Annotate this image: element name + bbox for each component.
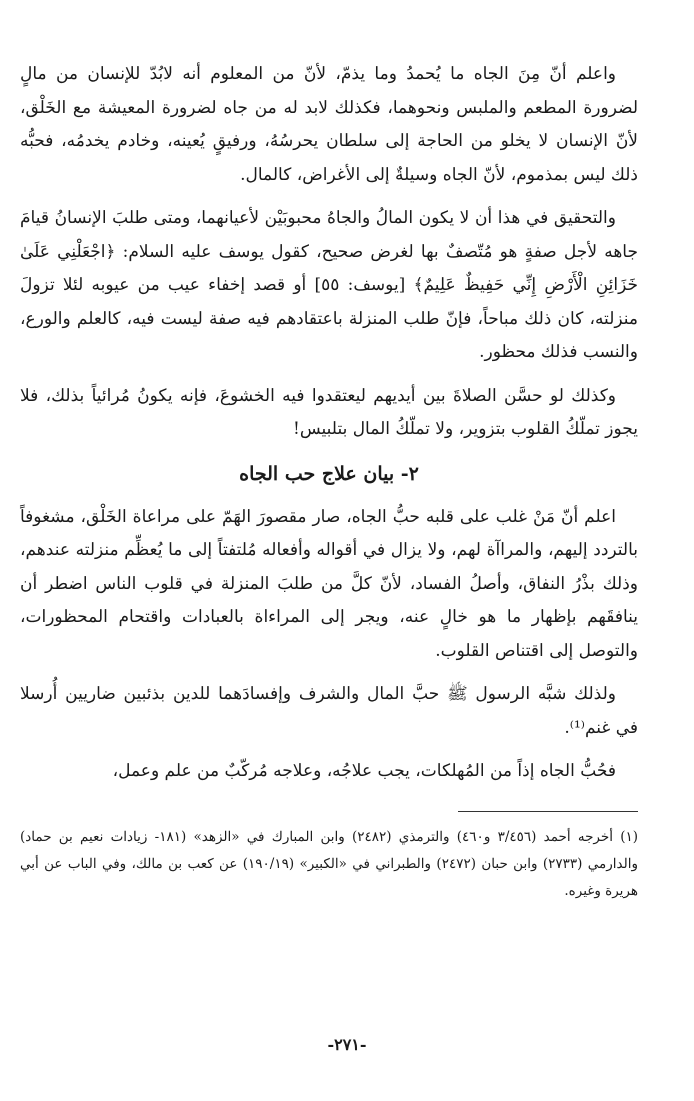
- paragraph-4: اعلم أنّ مَنْ غلب على قلبه حبُّ الجاه، صار مقصورَ الهَمّ على مراعاة الخَلْق، مشغوفاً بالتردد إليهم، والمراآة لهم، ولا يزال في أقواله وأفعاله مُلتفتاً إلى ما يُعظِّم منزلته عندهم، وذلك بذْرُ النفاق، وأصلُ الفساد، لأنّ كلَّ من طلبَ المنزلة في قلوب الناس اضطر أن ينافقَهم بإظهار ما هو خالٍ عنه، ويجر إلى المراءاة بالعبادات واقتحام المحظورات، والتوصل إلى اقتناص القلوب.: [20, 506, 638, 661]
- paragraph-2: والتحقيق في هذا أن لا يكون المالُ والجاهُ محبوبَيْن لأعيانهما، ومتى طلبَ الإنسانُ قيامَ جاهه لأجل صفةٍ هو مُتّصفٌ بها لغرض صحيح، كقول يوسف عليه السلام: ﴿اجْعَلْنِي عَلَىٰ خَزَائِنِ الْأَرْضِ إِنِّي حَفِيظٌ عَلِيمٌ﴾ [يوسف: ٥٥] أو قصد إخفاء عيب من عيوبه لئلا تزولَ منزلته، كان ذلك مباحاً، فإنّ طلب المنزلة باعتقادهم فيه صفة ليست فيه، كالعلم والورع، والنسب فذلك محظور.: [20, 208, 639, 362]
- footnote-divider: [458, 811, 638, 812]
- paragraph-1: واعلم أنّ مِنَ الجاه ما يُحمدُ وما يذمّ، لأنّ من المعلوم أنه لابُدّ للإنسان من مالٍ لضرورة المطعم والملبس ونحوهما، فكذلك لابد له من جاه لضرورة المعيشة مع الخَلْق، لأنّ الإنسان لا يخلو من الحاجة إلى سلطان يحرسُهُ، ورفيقٍ يُعينه، وخادم يخدمُه، فحبُّه ذلك ليس بمذموم، لأنّ الجاه وسيلةٌ إلى الأغراض، كالمال.: [20, 64, 638, 185]
- footnote: (١) أخرجه أحمد (٣/٤٥٦ و٤٦٠) والترمذي (٢٤٨٢) وابن المبارك في «الزهد» (١٨١- زيادات نعيم بن حماد) والدارمي (٢٧٣٣) وابن حبان (٢٤٧٢) والطبراني في «الكبير» (١٩٠/١٩) عن كعب بن مالك، وفي الباب عن أبي هريرة وغيره.: [20, 828, 639, 899]
- paragraph-3: وكذلك لو حسَّن الصلاةَ بين أيديهم ليعتقدوا فيه الخشوعَ، فإنه يكونُ مُرائياً بذلك، فلا يجوز تملّكُ القلوب بتزوير، ولا تملّكُ المال بتلبيس!: [20, 385, 638, 439]
- section-heading: ٢- بيان علاج حب الجاه: [239, 462, 419, 485]
- page-number: -٢٧١-: [327, 1035, 367, 1054]
- book-page: [20, 58, 638, 905]
- paragraph-6: فحُبُّ الجاه إذاً من المُهلكات، يجب علاجُه، وعلاجه مُركّبٌ من علم وعمل،: [112, 761, 616, 781]
- paragraph-5: ولذلك شبَّه الرسول ﷺ حبَّ المال والشرف وإفسادَهما للدين بذئبين ضاريين أُرسلا في غنم⁽¹⁾.: [20, 684, 638, 738]
